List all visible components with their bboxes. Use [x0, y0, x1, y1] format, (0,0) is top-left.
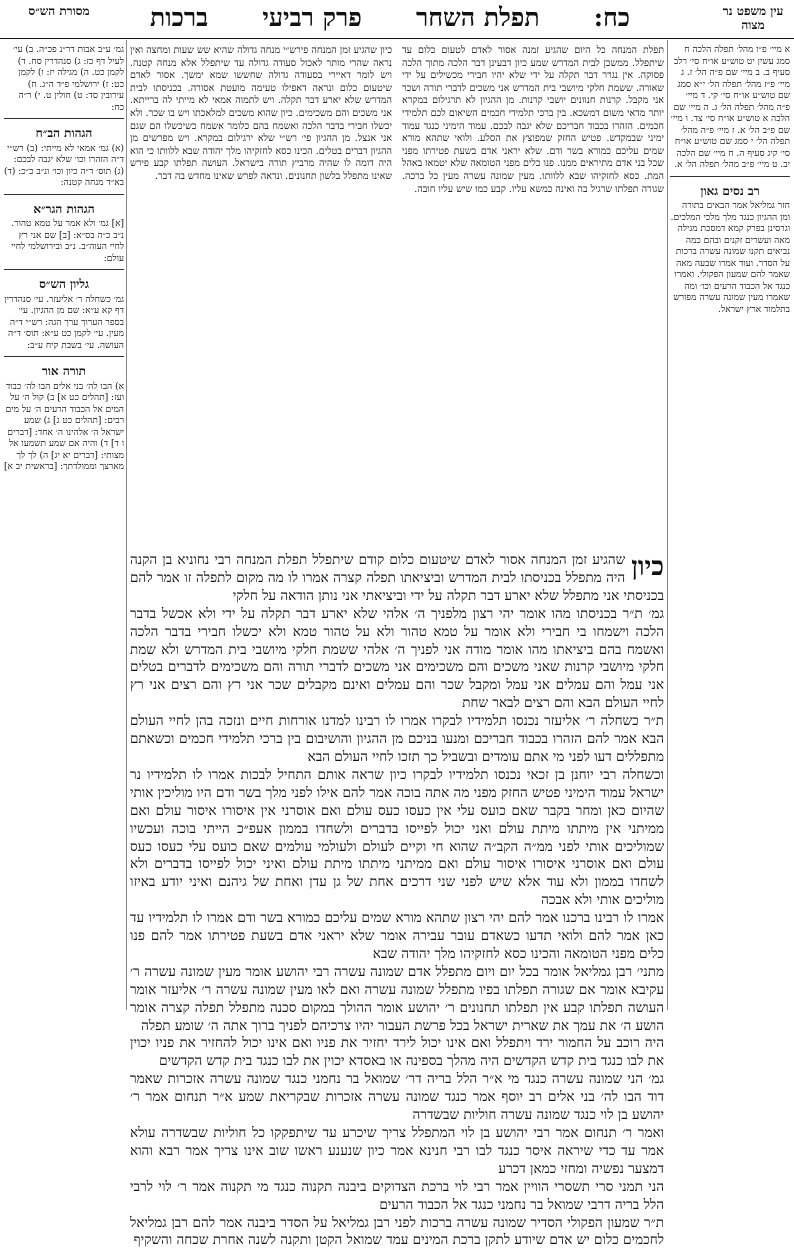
- gemara-main-text: [130, 552, 664, 1249]
- left-separator: [126, 40, 127, 1010]
- hagahot-hagra-text: [א] גמ׳ ולא אמר על טמא טהור. נ״ב כ״ה בס״א: [ב] שם אני רץ לחיי העוה״ב. נ״ב ובירושלמי לחיי עולם:: [10, 219, 124, 264]
- rabbeinu-nissim-title: רב נסים גאון: [700, 183, 760, 198]
- gemara-paragraph: הני תמני סרי תשסרי הוויין אמר רבי לוי ברכת הצדוקים ביבנה תקנוה כנגד מי תקנוה אמר ר׳ לוי לרבי הלל בריה דרבי שמואל בר נחמני כנגד אל הכבוד הרעים: [130, 1178, 664, 1213]
- hagahot-habach-text: (א) גמ׳ אמאי לא מייתי: (ב) רש״י ד״ה הזהרו וכו׳ שלא יגבה לבכם: (ג) תוס׳ ד״ה כיון וכו׳ ונ״ב כ״כ: (ד) בא״ד מנחה קטנה:: [4, 143, 124, 188]
- header-title-row: [150, 2, 630, 34]
- tosafot-commentary: כיון שהגיע זמן המנחה פירש״י מנחה גדולה שהיא שש שעות ומחצה ואין נראה שהרי מותר לאכול סעודה גדולה עד שיתפלל אלא מנחה קטנה. ויש לומר דאיירי בסעודה גדולה שחששו שמא ימשך. אסור לאדם שיטעום כלום ונראה דאפילו טעימה מועטת אסורה. בכניסתו לבית המדרש שלא יארע דבר תקלה. ויש לתמוה אמאי לא מייתי לה ברייתא. אני משכים והם משכימים. כיון שהוא משכים למלאכתו ויש בו שכר. ולא יכשלו חבירי בדבר הלכה ואשמח בהם כלומר אשמח כשיכשלו הם שגם אני אנצל. מן ההגיון פי׳ רש״י שלא ירגילום במקרא. ויש מפרשים מן ההגיון דברים בטלים. הכינו כסא לחזקיהו מלך יהודה שבא ללוותו כי הוא היה דומה לו שהיה מרביץ תורה בישראל. העושה תפלתו קבע פירש שאינו מתפלל בלשון תחנונים. ונראה לפרש שאינו מחדש בה דבר.: [130, 45, 392, 182]
- gemara-paragraph: היה רוכב על החמור ירד ויתפלל ואם אינו יכול לירד יחזיר את פניו ואם אינו יכול להחזיר את פניו יכוין את לבו כנגד בית קדש הקדשים היה מהלך בספינה או באסדא יכוין את לבו כנגד בית קדש הקדשים: [130, 1035, 664, 1070]
- gilyon-hashas-section: [4, 269, 124, 352]
- torah-or-section: [4, 356, 124, 474]
- hagahot-habach-title: הגהות הב״ח: [35, 126, 93, 140]
- left-gutter: [4, 45, 124, 1010]
- gemara-paragraph: ואמר ר׳ תנחום אמר רבי יהושע בן לוי המתפלל צריך שיכרע עד שיתפקקו כל חוליות שבשדרה עולא אמר עד כדי שיראה איסר כנגד לבו רבי חנינא אמר כיון שנענע ראשו שוב אינו צריך אמר רבא והוא דמצער נפשיה ומחזי כמאן דכרע: [130, 1125, 664, 1177]
- gemara-paragraph: ת״ר שמעון הפקולי הסדיר שמונה עשרה ברכות לפני רבן גמליאל על הסדר ביבנה אמר להם רבן גמליאל לחכמים כלום יש אדם שיודע לתקן ברכת המינים עמד שמואל הקטן ותקנה לשנה אחרת שכחה והשקיף: [130, 1214, 664, 1249]
- gemara-paragraph: גמ׳ הני שמונה עשרה כנגד מי א״ר הלל בריה דר׳ שמואל בר נחמני כנגד שמונה עשרה אזכרות שאמר דוד הבו לה׳ בני אלים רב יוסף אמר כנגד שמונה עשרה אזכרות שבקריאת שמע א״ר תנחום אמר ר׳ יהושע בן לוי כנגד שמונה עשרה חוליות שבשדרה: [130, 1071, 664, 1124]
- masoret-label: מסורת הש״ס: [28, 4, 90, 18]
- torah-or-title: תורה אור: [41, 364, 87, 378]
- header-rule: [0, 38, 794, 39]
- gemara-paragraph: מתני׳ רבן גמליאל אומר בכל יום ויום מתפלל אדם שמונה עשרה רבי יהושע אומר מעין שמונה עשרה ר׳ עקיבא אומר אם שגורה תפלתו בפיו מתפלל שמונה עשרה ואם לאו מעין שמונה עשרה ר׳ אליעזר אומר העושה תפלתו קבע אין תפלתו תחנונים ר׳ יהושע אומר ההולך במקום סכנה מתפלל תפלה קצרה אומר הושע ה׳ את עמך את שארית ישראל בכל פרשת העבור יהיו צרכיהם לפניך ברוך אתה ה׳ שומע תפלה: [130, 963, 664, 1034]
- hagahot-hagra-title: הגהות הגר״א: [33, 201, 95, 216]
- gemara-paragraph: אמרו לו רבינו ברכנו אמר להם יהי רצון שתהא מורא שמים עליכם כמורא בשר ודם אמרו לו תלמידיו עד כאן אמר להם ולואי תדעו כשאדם עובר עבירה אומר שלא יראני אדם בשעת פטירתו אמר להם פנו כלים מפני הטומאה והכינו כסא לחזקיהו מלך יהודה שבא: [130, 910, 664, 962]
- opening-word: כיון: [631, 552, 664, 582]
- masoret-text: גמ׳ ע״ב אבות דר״נ פכ״ה. ב) עי׳ לעיל דף כז: ג) סנהדרין סח. ד) לקמן כט. ה) מגילה יז: ו) לקמן כט: ז) ירושלמי פ״ד ה״ג. ח) עירובין סד: ט) חולין ט. י) ר״ה כח:: [13, 45, 124, 113]
- gemara-paragraph: גמ׳ ת״ר בכניסתו מהו אומר יהי רצון מלפניך ה׳ אלהי שלא יארע דבר תקלה על ידי ולא אכשל בדבר הלכה וישמחו בי חבירי ולא אומר על טמא טהור ולא על טהור טמא ולא יכשלו חבירי בדבר הלכה ואשמח בהם ביציאתו מהו אומר מודה אני לפניך ה׳ אלהי ששמת חלקי מיושבי בית המדרש ולא שמת חלקי מיושבי קרנות שאני משכים והם משכימים אני משכים לדברי תורה והם משכימים לדברים בטלים אני עמל והם עמלים אני עמל ומקבל שכר והם עמלים ואינם מקבלים שכר אני רץ והם רצים אני רץ לחיי העולם הבא והם רצים לבאר שחת: [130, 605, 664, 712]
- ein-mishpat-label: עין משפט נר מצוה: [722, 4, 784, 32]
- gilyon-hashas-text: גמ׳ כשחלה ר׳ אליעזר. עי׳ סנהדרין דף קא ע״א: שם מן ההגיון. עי׳ בספר הערוך ערך הגה: רש״י ד״ה מעין. עי׳ לקמן כט ע״א: תוס׳ ד״ה העושה. עי׳ בשבת קיח ע״ב:: [4, 294, 124, 351]
- gilyon-hashas-title: גליון הש״ס: [39, 277, 89, 291]
- right-separator: [667, 40, 668, 1010]
- gemara-paragraph: שהגיע זמן המנחה אסור לאדם שיטעום כלום קודם שיתפלל תפלת המנחה רבי נחוניא בן הקנה היה מתפלל בכניסתו לבית המדרש וביציאתו תפלה קצרה אמרו לו מה מקום לתפלה זו אמר להם בכניסתי אני מתפלל שלא יארע דבר תקלה על ידי וביציאתי אני נותן הודאה על חלקי: [130, 552, 664, 604]
- right-gutter: [670, 45, 790, 1010]
- rabbeinu-nissim-section: [670, 176, 790, 317]
- rabbeinu-nissim-text: חזר גמליאל אמר הבאים בתורה ומן ההגיון כנגד מלך מלכי המלכים. וגרסינן בפרק קמא דמסכת מגילה מאה ועשרים זקנים ובהם כמה נביאים תקנו שמונה עשרה ברכות על הסדר. ועוד אמרו שבעה מאה שאמר להם שמעון הפקולי. ואמרו כנגד אל הכבוד הרעים וכו׳ ומה שאמרו מעין שמונה עשרה מפורש בתלמוד ארץ ישראל.: [670, 201, 790, 315]
- gemara-paragraph: ת״ר כשחלה ר׳ אליעזר נכנסו תלמידיו לבקרו אמרו לו רבינו למדנו אורחות חיים ונזכה בהן לחיי העולם הבא אמר להם הזהרו בכבוד חבריכם ומנעו בניכם מן ההגיון והושיבום בין ברכי תלמידי חכמים וכשאתם מתפללים דעו לפני מי אתם עומדים ובשביל כך תזכו לחיי העולם הבא: [130, 713, 664, 765]
- gemara-paragraph: וכשחלה רבי יוחנן בן זכאי נכנסו תלמידיו לבקרו כיון שראה אותם התחיל לבכות אמרו לו תלמידיו נר ישראל עמוד הימיני פטיש החזק מפני מה אתה בוכה אמר להם אילו לפני מלך בשר ודם היו מוליכין אותי שהיום כאן ומחר בקבר שאם כועס עלי אין כעסו כעס עולם ואם אוסרני אין איסורו איסור עולם ואם ממיתני אין מיתתו מיתת עולם ואני יכול לפייסו בדברים ולשחדו בממון אעפ״כ הייתי בוכה ועכשיו שמוליכים אותי לפני ממ״ה הקב״ה שהוא חי וקיים לעולם ולעולמי עולמים שאם כועס עלי כעסו כעס עולם ואם אוסרני איסורו איסור עולם ואם ממיתני מיתתו מיתת עולם ואיני יכול לפייסו בדברים ולא לשחדו בממון ולא עוד אלא שיש לפני שני דרכים אחת של גן עדן ואחת של גיהנם ואיני יודע באיזו מוליכים אותי ולא אבכה: [130, 766, 664, 909]
- rashi-commentary: תפלת המנחה כל היום שהגיע זמנה אסור לאדם לטעום כלום עד שיתפלל. ממשכן לבית המדרש שמע כיון דבעינן דבר הלכה מתוך הלכה פסוקה. אין נגרר דבר תקלה על ידי שלא יהיו חבירי מכשילים על ידי שאורה. ששמת חלקי מיושבי בית המדרש אני משכים לדברי תורה ושכר אני מקבל. קרנות חנוונים יושבי קרנות. מן ההגיון לא תרגילום במקרא יותר מדאי משום דמשכא. בין ברכי תלמידי חכמים השיאום לכם תלמידי חכמים. הזהרו בכבוד חבריכם שלא יגבה לבכם. עמוד הימיני כנגד עמוד ימיני שבמקדש. פטיש החזק שמפוצץ את הסלע. ולואי שתהא מורא שמים עליכם כמורא בשר ודם. שלא יראני אדם בשעת פטירתו מפני שכל בני אדם מתיראים ממנו. פנו כלים מפני הטומאה שלא יטמאו באהל המת. כסא לחזקיהו שבא ללוותו. מעין שמונה עשרה מעין כל ברכה. שגורה תפלתו שרגיל בה ואינה כמשא עליו. קבע כמו שיש עליו חובה.: [402, 45, 664, 195]
- perek-short-name: תפלת השחר: [415, 3, 540, 32]
- ein-mishpat-text: א מיי׳ פ״ו מהל׳ תפלה הלכה ח סמג עשין יט טוש״ע או״ח סי׳ רלב סעיף ב. ב מיי׳ שם פ״ה הל׳ ז. ג מיי׳ פ״ז מהל׳ תפלה הל׳ י״א סמג שם טוש״ע או״ח סי׳ קי. ד מיי׳ פ״ה מהל׳ תפלה הל׳ ג. ה מיי׳ שם הלכה א טוש״ע או״ח סי׳ צד. ו מיי׳ שם פ״ב הל׳ א. ז מיי׳ פ״ה מהל׳ תפלה הל׳ י סמג שם טוש״ע או״ח סי׳ קיג סעיף ה. ח מיי׳ שם הלכה יב. ט מיי׳ פ״ב מהל׳ תפלה הל׳ א.: [670, 45, 790, 170]
- perek-number: פרק רביעי: [262, 3, 362, 32]
- tractate-name: ברכות: [150, 3, 209, 32]
- page-header: [0, 0, 794, 40]
- torah-or-text: א) הבו לה׳ בני אלים הבו לה׳ כבוד ועז: [תהלים כט א] ב) קול ה׳ על המים אל הכבוד הרעים ה׳ על מים רבים: [תהלים כט ג] ג) שמע ישראל ה׳ אלהינו ה׳ אחד: [דברים ו ד] ד) והיה אם שמע תשמעו אל מצותי: [דברים יא יג] ה) לך לך מארצך וממולדתך: [בראשית יב א]: [4, 381, 124, 472]
- hagahot-hagra-section: [4, 194, 124, 266]
- daf-number: כח:: [593, 3, 630, 32]
- hagahot-habach-section: [4, 118, 124, 190]
